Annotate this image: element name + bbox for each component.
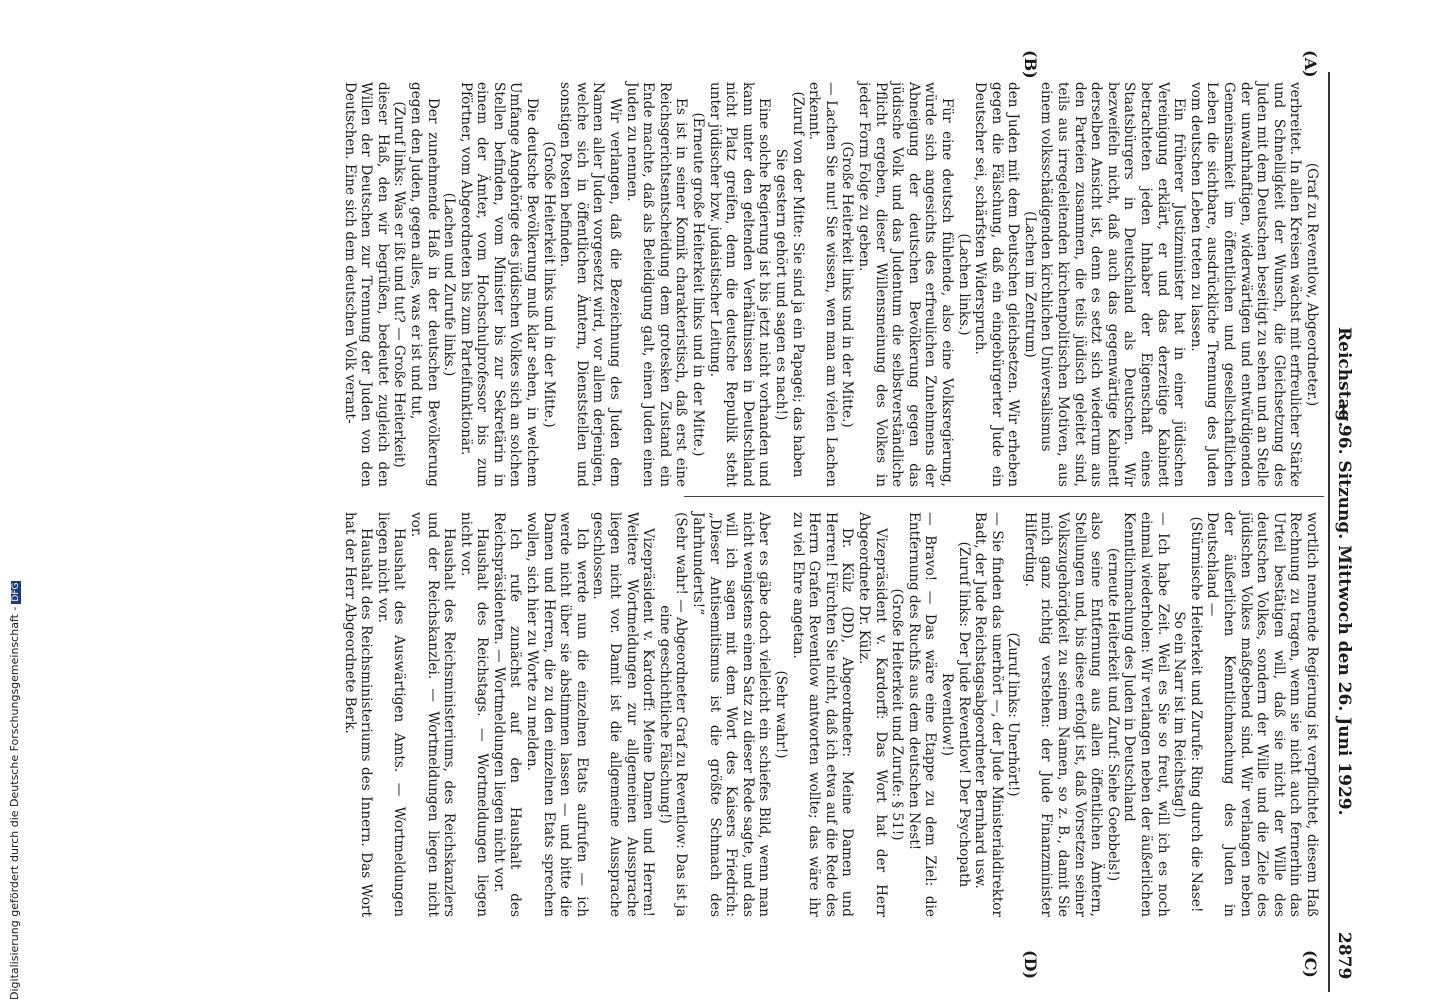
paragraph: verbreitet. In allen Kreisen wächst mit erfreulicher Stärke und Schnelligkeit der Wunsch, die Gleichsetzung des Juden mit dem Deutschen beseitigt zu sehen und an Stelle der unwahrhaftigen, widerwärtigen und entwürdigenden Gemeinsamkeit im öffentlichen und gesellschaftlichen Leben die sichtbare, ausdrückliche Trennung des Juden vom deutschen Leben treten zu lassen. [1187, 82, 1304, 487]
interjection: (Zuruf links: Der Jude Reventlow! Der Psychopath Reventlow!) [938, 541, 972, 888]
interjection: (Große Heiterkeit und Zurufe: § 51!) [889, 588, 906, 841]
paragraph: Für eine deutsch fühlende, also eine Volksregierung, würde sich angesichts des erfreulichen Zunehmens der Abneigung der deutschen Bevölkerung gegen das jüdische Volk und das Judentum die selbstverständliche Pflicht ergeben, dieser Willensmeinung des Volkes in jeder Form Folge zu geben. [855, 82, 955, 487]
paragraph: Ich werde nun die einzelnen Etats aufrufen — ich werde nicht über sie abstimmen lassen — und bitte die Damen und Herren, die zu den einzelnen Etats sprechen wollen, sich hier zu Worte zu melden. [524, 512, 590, 917]
page-header [1326, 72, 1360, 992]
margin-letter-b: (B) [1021, 50, 1040, 79]
header-title: Reichstag. [1334, 327, 1354, 428]
dfg-logo: DFG [11, 582, 21, 602]
margin-letter-c: (C) [1301, 950, 1320, 978]
interjection: (Zuruf links: Unerhört!) [1005, 632, 1022, 797]
paragraph: dieser Haß, den wir begrüßen, bedeutet zugleich den Willen der Deutschen zur Trennung der Juden von den Deutschen. Eine sich dem deutschen Volk verant- [341, 82, 391, 487]
interjection: (Lachen links.) [955, 233, 972, 336]
column-divider [684, 496, 1324, 497]
interjection: (Lachen und Zurufe links.) [441, 192, 458, 377]
interjection: (Lachen im Zentrum) [1021, 211, 1038, 358]
interjection: (Zuruf von der Mitte: Sie sind ja ein Papagei; das haben Sie gestern gehört und sagen es nach!) [773, 91, 806, 478]
paragraph: Der zunehmende Haß in der deutschen Bevölkerung gegen den Juden, gegen alles, was er ist und tut, [407, 82, 441, 487]
header-session-date: — 96. Sitzung. Mittwoch den 26. Juni 1929. [1334, 402, 1354, 816]
paragraph: Eine solche Regierung ist bis jetzt nicht vorhanden und kann unter den geltenden Verhältnissen in Deutschland nicht Platz greifen, denn die deutsche Republik steht unter jüdischer bzw. judaistischer Leitung. [706, 82, 773, 487]
interjection: (Große Heiterkeit links und in der Mitte.) [839, 141, 856, 428]
paragraph: Ich rufe zunächst auf den Haushalt des Reichspräsidenten. — Wortmeldungen liegen nicht vor. [490, 512, 524, 917]
paragraph: also seine Entfernung aus allen öffentlichen Ämtern, Stellungen und, bis diese erfolgt ist, daß Vorsetzen seiner Volkszugehörigkeit zu seinem Namen, so z. B., damit Sie mich ganz richtig verstehen: der Jude Finanzminister Hilferding. [1021, 512, 1105, 917]
paragraph: Aber es gäbe doch vielleicht ein schiefes Bild, wenn man nicht wenigstens einen Satz zu dieser Rede sagte, und das will ich sagen mit dem Wort des Kaisers Friedrich: „Dieser Antisemitismus ist die größte Schmach des Jahrhunderts!“ [690, 512, 773, 917]
credit-text: Digitalisierung gefördert durch die Deutsche Forschungsgemeinschaft - [8, 606, 21, 1000]
left-column [341, 82, 1320, 487]
paragraph: Haushalt des Reichstags. — Wortmeldungen liegen nicht vor. [457, 512, 491, 917]
paragraph: Dr. Külz (DD), Abgeordneter: Meine Damen und Herren! Fürchten Sie nicht, daß ich etwa auf die Rede des Herrn Grafen Reventlow antworten wollte; das wäre ihr zu viel Ehre angetan. [789, 512, 856, 917]
paragraph: Es ist in seiner Komik charakteristisch, daß erst eine Reichsgerichtsentscheidung dem grotesken Zustand ein Ende machte, daß als Beleidigung galt, einen Juden einen Juden zu nennen. [623, 82, 690, 487]
margin-letter-a: (A) [1301, 50, 1320, 78]
paragraph: — Ich habe Zeit. Weil es Sie so freut, will ich es noch einmal wiederholen: Wir verlangen neben der äußerlichen Kenntlichmachung des Juden in Deutschland [1121, 512, 1171, 917]
digitization-credit [8, 581, 21, 1000]
interjection: (Sehr wahr! — Abgeordneter Graf zu Reventlow: Das ist ja eine geschichtliche Fälschung!) [656, 512, 690, 917]
paragraph: — Lachen Sie nur! Sie wissen, wen man am vielen Lachen erkennt. [806, 82, 839, 487]
interjection: (Stürmische Heiterkeit und Zurufe: Ring durch die Nase! So ein Narr ist im Reichstag!) [1171, 516, 1204, 913]
interjection: (Zuruf links: Was er ißt und tut? — Große Heiterkeit) [391, 101, 408, 468]
interjection: (erneute Heiterkeit und Zuruf: Siehe Goebbels!) [1104, 547, 1121, 882]
paragraph: Haushalt des Reichsministeriums, des Reichskanzlers und der Reichskanzlei. — Wortmeldungen liegen nicht vor. [407, 512, 458, 917]
paragraph: den Juden mit dem Deutschen gleichsetzen. Wir erheben gegen die Fälschung, daß ein eingebürgerter Jude ein Deutscher sei, schärfsten Widerspruch. [972, 82, 1022, 487]
document-page [110, 50, 1360, 992]
interjection: (Große Heiterkeit links und in der Mitte.) [540, 141, 557, 428]
interjection: (Sehr wahr!) [773, 670, 789, 759]
right-column [341, 512, 1320, 917]
paragraph: Wir verlangen, daß die Bezeichnung des Juden dem Namen aller Juden vorgesetzt wird, vor allem derjenigen, welche sich in öffentlichen Ämtern, Dienststellen und sonstigen Posten befinden. [557, 82, 624, 487]
paragraph: Haushalt des Auswärtigen Amts. — Wortmeldungen liegen nicht vor. [374, 512, 408, 917]
interjection: (Graf zu Reventlow, Abgeordneter.) [1304, 162, 1320, 407]
interjection: (Erneute große Heiterkeit links und in der Mitte.) [690, 112, 707, 457]
header-rule [1328, 72, 1330, 992]
paragraph: Die deutsche Bevölkerung muß klar sehen, in welchem Umfange Angehörige des jüdischen Volkes sich an solchen Stellen befinden, vom Minister bis zur Sekretärin in einem der Ämter, vom Hochschulprofessor bis zum Pförtner, vom Abgeordneten bis zum Parteifunktionär. [457, 82, 541, 487]
paragraph: Vizepräsident v. Kardorff: Das Wort hat der Herr Abgeordnete Dr. Külz. [855, 512, 889, 917]
paragraph: Haushalt des Reichsministeriums des Innern. Das Wort hat der Herr Abgeordnete Berk. [341, 512, 375, 917]
paragraph: Vizepräsident v. Kardorff: Meine Damen und Herren! Weitere Wortmeldungen zur allgemeinen Aussprache liegen nicht vor. Damit ist die allgemeine Aussprache geschlossen. [590, 512, 657, 917]
paragraph: wortlich nennende Regierung ist verpflichtet, diesem Haß Rechnung zu tragen, wenn sie nicht auch fernerhin das Urteil bestätigen will, daß sie nicht der Wille des deutschen Volkes, sondern der Wille und die Ziele des jüdischen Volkes maßgebend sind. Wir verlangen neben der äußerlichen Kenntlichmachung des Juden in Deutschland — [1204, 512, 1320, 917]
paragraph: — Sie finden das unerhört —, der Jude Ministerialdirektor Badt, der Jude Reichstagsabgeordneter Bernhard usw. [972, 512, 1005, 917]
page-number: 2879 [1334, 932, 1354, 980]
margin-letter-d: (D) [1021, 950, 1040, 980]
paragraph: — Bravo! — Das wäre eine Etappe zu dem Ziel: die Entfernung des Ruchfs aus dem deutschen Nest! [905, 512, 939, 917]
paragraph: Ein früherer Justizminister hat in einer jüdischen Vereinigung erklärt, er und das derzeitige Kabinett betrachteten jeden Inhaber der Eigenschaft eines Staatsbürgers in Deutschland als Deutschen. Wir bezweifeln nicht, daß auch das gegenwärtige Kabinett derselben Ansicht ist, denn es setzt sich wiederum aus den Parteien zusammen, die teils jüdisch geleitet sind, teils aus irregeleitenden kirchenpolitischen Motiven, aus einem volksschädigenden kirchlichen Universalismus [1038, 82, 1188, 487]
